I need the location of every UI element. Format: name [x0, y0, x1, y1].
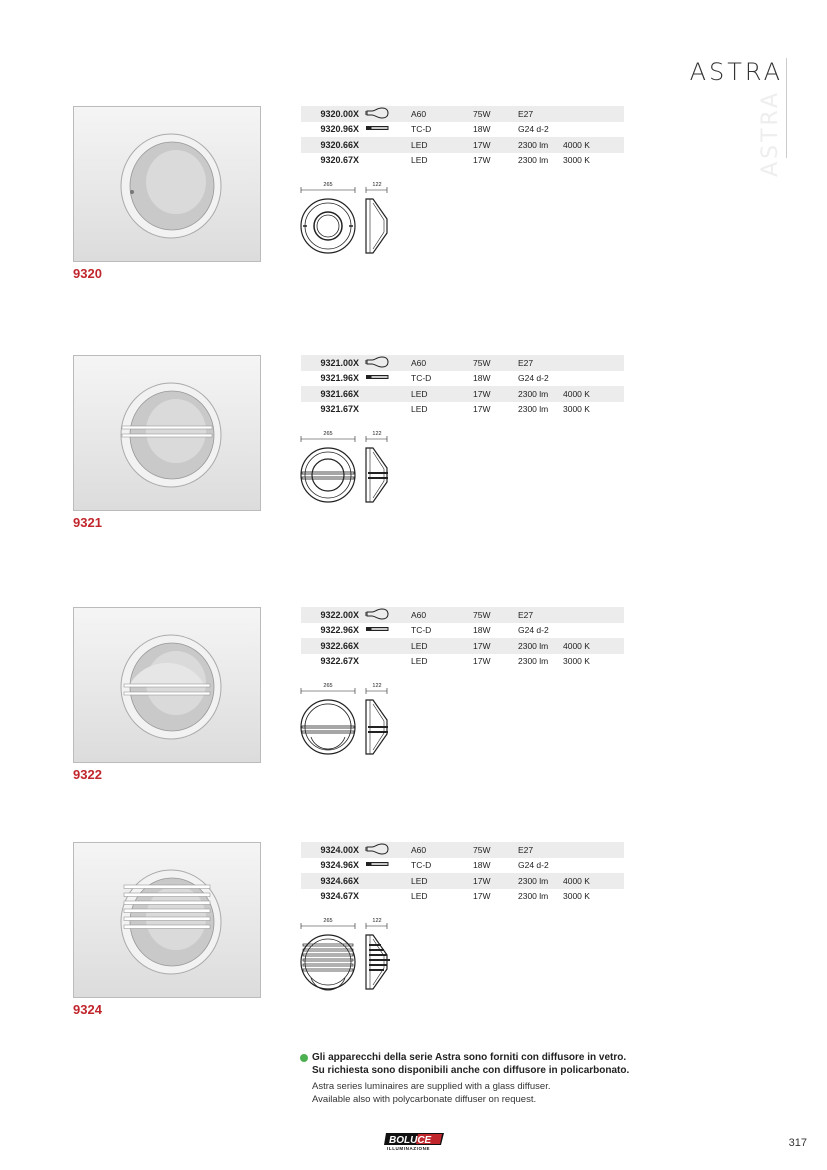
- series-title: ASTRA: [689, 58, 783, 86]
- spec-watt: 17W: [473, 137, 518, 153]
- spec-code: 9321.96X: [320, 373, 359, 384]
- spec-lamp: 2300 lm: [518, 137, 563, 153]
- spec-kelvin: [563, 355, 624, 371]
- spec-lamp: E27: [518, 355, 563, 371]
- product-photo: [73, 842, 261, 998]
- spec-type: A60: [409, 355, 473, 371]
- spec-kelvin: 4000 K: [563, 638, 624, 654]
- spec-code: 9324.96X: [320, 860, 359, 871]
- spec-code: 9321.00X: [301, 355, 365, 371]
- note-italian-line: Gli apparecchi della serie Astra sono forniti con diffusore in vetro.: [312, 1052, 627, 1063]
- spec-code: 9321.66X: [301, 386, 365, 402]
- spec-code: 9320.66X: [301, 137, 365, 153]
- lamp-icon-cell: [365, 654, 409, 670]
- spec-type: LED: [411, 891, 428, 902]
- depth-dimension: 122: [372, 918, 382, 924]
- spec-type: LED: [411, 155, 428, 166]
- note-english: [312, 1080, 720, 1106]
- spec-watt: 18W: [473, 124, 491, 135]
- spec-type: A60: [409, 607, 473, 623]
- luminaire-photo-svg: [74, 107, 260, 261]
- table-row: [301, 371, 624, 387]
- tube-lamp-icon: [365, 122, 409, 138]
- spec-kelvin: [563, 122, 624, 138]
- width-dimension: 265: [323, 182, 333, 188]
- technical-drawing: [299, 427, 399, 507]
- spec-lamp: E27: [518, 106, 563, 122]
- width-dimension: 265: [323, 431, 333, 437]
- table-row: [301, 106, 624, 122]
- table-row: [301, 137, 624, 153]
- spec-watt: 75W: [473, 106, 518, 122]
- product-photo: [73, 355, 261, 511]
- table-row: [301, 654, 624, 670]
- spec-lamp: 2300 lm: [518, 155, 549, 166]
- spec-type: TC-D: [411, 373, 432, 384]
- spec-watt: 17W: [473, 638, 518, 654]
- spec-kelvin: [563, 842, 624, 858]
- tube-lamp-icon: [365, 623, 409, 639]
- spec-watt: 75W: [473, 607, 518, 623]
- table-row: [301, 842, 624, 858]
- spec-type: TC-D: [411, 124, 432, 135]
- spec-type: A60: [409, 106, 473, 122]
- spec-type: A60: [409, 842, 473, 858]
- depth-dimension: 122: [372, 182, 382, 188]
- note-english-line: Available also with polycarbonate diffuser on request.: [312, 1094, 537, 1105]
- spec-kelvin: 3000 K: [563, 404, 590, 415]
- spec-table: [301, 355, 624, 417]
- spec-watt: 75W: [473, 842, 518, 858]
- spec-kelvin: 4000 K: [563, 137, 624, 153]
- product-block: [0, 607, 827, 847]
- tube-lamp-icon: [365, 371, 409, 387]
- spec-kelvin: [563, 106, 624, 122]
- note-english-line: Astra series luminaires are supplied with a glass diffuser.: [312, 1081, 551, 1092]
- spec-code: 9324.67X: [320, 891, 359, 902]
- diffuser-note: [300, 1051, 720, 1106]
- green-bullet-icon: [300, 1054, 308, 1062]
- note-italian-line: Su richiesta sono disponibili anche con diffusore in policarbonato.: [312, 1065, 630, 1076]
- spec-kelvin: 3000 K: [563, 155, 590, 166]
- spec-lamp: E27: [518, 607, 563, 623]
- spec-kelvin: 4000 K: [563, 386, 624, 402]
- spec-lamp: 2300 lm: [518, 386, 563, 402]
- note-italian: [312, 1051, 720, 1077]
- spec-kelvin: [563, 371, 624, 387]
- tube-lamp-icon: [365, 858, 409, 874]
- table-row: [301, 638, 624, 654]
- spec-code: 9322.96X: [320, 625, 359, 636]
- spec-kelvin: 3000 K: [563, 656, 590, 667]
- product-code-label: 9321: [73, 515, 102, 530]
- spec-kelvin: 3000 K: [563, 891, 590, 902]
- incandescent-bulb-icon: [365, 842, 409, 858]
- brand-logo: [384, 1133, 446, 1151]
- spec-lamp: 2300 lm: [518, 638, 563, 654]
- spec-type: LED: [409, 873, 473, 889]
- incandescent-bulb-icon: [365, 355, 409, 371]
- luminaire-photo-svg: [74, 608, 260, 762]
- spec-type: LED: [409, 386, 473, 402]
- depth-dimension: 122: [372, 431, 382, 437]
- table-row: [301, 889, 624, 905]
- spec-code: 9320.67X: [320, 155, 359, 166]
- depth-dimension: 122: [372, 683, 382, 689]
- lamp-icon-cell: [365, 638, 409, 654]
- spec-type: TC-D: [411, 625, 432, 636]
- spec-code: 9320.96X: [320, 124, 359, 135]
- series-ghost-title: ASTRA: [758, 90, 783, 177]
- spec-code: 9324.66X: [301, 873, 365, 889]
- spec-watt: 17W: [473, 891, 491, 902]
- lamp-icon-cell: [365, 137, 409, 153]
- table-row: [301, 402, 624, 418]
- spec-watt: 17W: [473, 386, 518, 402]
- spec-watt: 18W: [473, 625, 491, 636]
- table-row: [301, 607, 624, 623]
- width-dimension: 265: [323, 918, 333, 924]
- table-row: [301, 386, 624, 402]
- spec-code: 9322.00X: [301, 607, 365, 623]
- product-block: [0, 842, 827, 1082]
- product-code-label: 9320: [73, 266, 102, 281]
- product-block: [0, 355, 827, 595]
- spec-lamp: 2300 lm: [518, 891, 549, 902]
- lamp-icon-cell: [365, 386, 409, 402]
- spec-kelvin: [563, 607, 624, 623]
- product-code-label: 9324: [73, 1002, 102, 1017]
- spec-kelvin: 4000 K: [563, 873, 624, 889]
- spec-code: 9322.67X: [320, 656, 359, 667]
- spec-watt: 17W: [473, 155, 491, 166]
- incandescent-bulb-icon: [365, 106, 409, 122]
- spec-watt: 17W: [473, 656, 491, 667]
- technical-drawing: [299, 178, 399, 258]
- spec-type: LED: [409, 638, 473, 654]
- spec-lamp: 2300 lm: [518, 404, 549, 415]
- table-row: [301, 623, 624, 639]
- spec-type: LED: [411, 656, 428, 667]
- spec-lamp: E27: [518, 842, 563, 858]
- luminaire-photo-svg: [74, 843, 260, 997]
- spec-code: 9322.66X: [301, 638, 365, 654]
- spec-type: TC-D: [411, 860, 432, 871]
- width-dimension: 265: [323, 683, 333, 689]
- spec-code: 9321.67X: [320, 404, 359, 415]
- product-block: [0, 106, 827, 346]
- spec-code: 9320.00X: [301, 106, 365, 122]
- spec-watt: 18W: [473, 373, 491, 384]
- spec-kelvin: [563, 623, 624, 639]
- spec-lamp: G24 d-2: [518, 124, 549, 135]
- spec-kelvin: [563, 858, 624, 874]
- lamp-icon-cell: [365, 402, 409, 418]
- table-row: [301, 873, 624, 889]
- incandescent-bulb-icon: [365, 607, 409, 623]
- lamp-icon-cell: [365, 873, 409, 889]
- table-row: [301, 858, 624, 874]
- product-photo: [73, 607, 261, 763]
- lamp-icon-cell: [365, 153, 409, 169]
- spec-table: [301, 842, 624, 904]
- product-photo: [73, 106, 261, 262]
- spec-watt: 17W: [473, 404, 491, 415]
- lamp-icon-cell: [365, 889, 409, 905]
- spec-type: LED: [409, 137, 473, 153]
- spec-type: LED: [411, 404, 428, 415]
- product-code-label: 9322: [73, 767, 102, 782]
- brand-tagline: ILLUMINAZIONE: [387, 1146, 431, 1151]
- spec-lamp: G24 d-2: [518, 860, 549, 871]
- spec-lamp: 2300 lm: [518, 873, 563, 889]
- brand-name: BOLUCE: [389, 1135, 432, 1146]
- spec-table: [301, 607, 624, 669]
- spec-watt: 75W: [473, 355, 518, 371]
- spec-code: 9324.00X: [301, 842, 365, 858]
- spec-lamp: G24 d-2: [518, 625, 549, 636]
- page-number: 317: [788, 1137, 807, 1149]
- table-row: [301, 355, 624, 371]
- table-row: [301, 122, 624, 138]
- table-row: [301, 153, 624, 169]
- spec-lamp: 2300 lm: [518, 656, 549, 667]
- spec-watt: 18W: [473, 860, 491, 871]
- technical-drawing: [299, 679, 399, 759]
- spec-table: [301, 106, 624, 168]
- spec-lamp: G24 d-2: [518, 373, 549, 384]
- luminaire-photo-svg: [74, 356, 260, 510]
- technical-drawing: [299, 914, 399, 994]
- spec-watt: 17W: [473, 873, 518, 889]
